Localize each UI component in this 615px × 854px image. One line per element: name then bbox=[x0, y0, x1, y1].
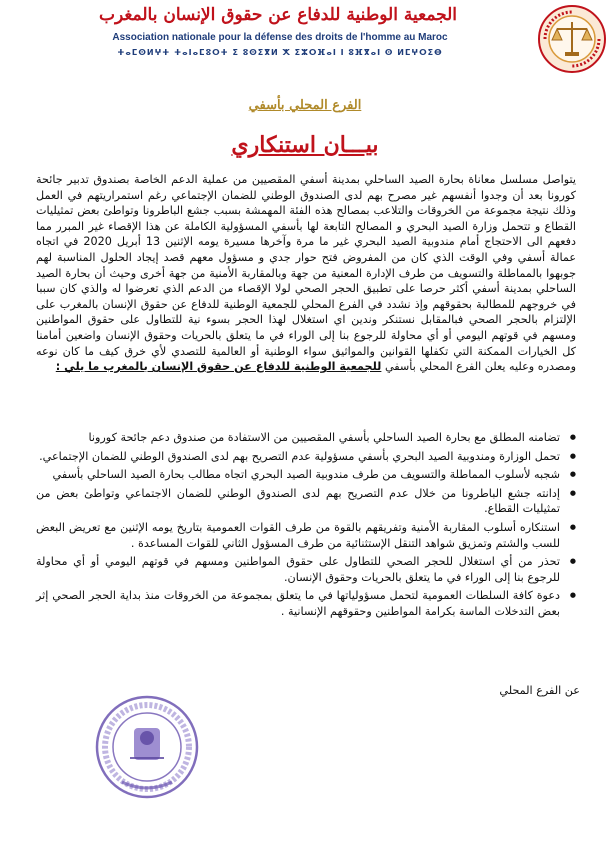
intro-highlight: للجمعية الوطنية للدفاع عن حقوق الإنسان بالمغرب ما يلي : bbox=[55, 360, 382, 374]
list-item: ● دعوة كافة السلطات العمومية لتحمل مسؤولياتها في ما يتعلق بمجموعة من الخروقات منذ بداية الحجر الصحي إثر بعض التدخلات الماسة بكرامة المواطنين وحقوقهم الإنسانية . bbox=[36, 588, 576, 619]
branch-name: الفرع المحلي بأسفي bbox=[248, 98, 362, 113]
signature-line: عن الفرع المحلي bbox=[499, 684, 580, 697]
list-item: ● تضامنه المطلق مع بحارة الصيد الساحلي بأسفي المقصيين من الاستفادة من صندوق دعم جائحة كورونا bbox=[36, 430, 576, 446]
list-item: ● تحذر من أي استغلال للحجر الصحي للتطاول على حقوق المواطنين ومسهم في قوتهم اليومي أو أي محاولة للرجوع بنا إلى الوراء في ما يتعلق بالحريات وحقوق الإنسان. bbox=[36, 554, 576, 585]
association-logo bbox=[537, 2, 607, 76]
official-stamp bbox=[92, 690, 202, 805]
document-title: بيـــان استنكاري bbox=[231, 132, 379, 158]
list-item: ● استنكاره أسلوب المقاربة الأمنية وتفريقهم بالقوة من طرف القوات العمومية بتاريخ يومه الإثنين مع تعريض البعض للسب والشتم وتمزيق شواهد التنقل الإستثنائية من طرف المسؤول الثاني للقوات المساعدة . bbox=[36, 520, 576, 551]
org-name-tifinagh: ⵜⴰⵎⵙⵍⵖⵜ ⵜⴰⵏⴰⵎⵓⵔⵜ ⵉ ⵓⵙⵉⴳⵍ ⵅ ⵉⵣⵔⴼⴰⵏ ⵏ ⵓⴼⴳⴰⵏ ⵙ ⵍⵎⵖⵔⵉⴱ bbox=[117, 48, 443, 57]
statement-intro bbox=[36, 172, 576, 375]
intro-paragraph: يتواصل مسلسل معاناة بحارة الصيد الساحلي بمدينة أسفي المقصيين من عملية الدعم الخاصة بصندوق تدبير جائحة كورونا بعد أن وجدوا أنفسهم غير مصرح بهم لدى الصندوق الوطني للضمان الإجتماعي رغم استمراريتهم في العمل وذلك نتيجة مجموعة من الخروقات والتلاعب بمصالح هذه الفئة المهمشة بسبب جشع الباطرونا وتواطئ بعض تمثيليات القطاع و تتحمل وزارة الصيد البحري و المصالح التابعة لها بأسفي المسؤولية الكاملة عن هذا الإقصاء غير المبرر مما دفعهم الى الاحتجاج أمام مندوبية الصيد البحري غير ما مرة وآخرها مسيرة يومه الإثنين 13 أبريل 2020 في اتجاه عمالة أسفي وفي الوقت الذي كان من المفروض فتح حوار جدي و مسؤول معهم قصد إيجاد الحلول المناسبة لهم جوبهوا بالمماطلة والتسويف من طرف الإدارة المعنية من جهة وبالمقاربة الأمنية من جهة أخرى وحيث أن بحارة الصيد الساحلي بمدينة أسفي أكثر حرصا على تطبيق الحجر الصحي لولا الإقصاء من الدعم الذي تعرضوا له والذي كان سببا في خروجهم للمطالبة بحقوقهم وإذ نشدد في الفرع المحلي للجمعية الوطنية للدفاع عن حقوق الإنسان بالمغرب على الإلتزام بالحجر الصحي فبالمقابل نستنكر وندين اي استغلال لهذا الحجر بسوء نية للتطاول على حقوق المواطنين ومسهم في قوتهم اليومي أو أي محاولة للرجوع بنا إلى الوراء في ما يتعلق بالحريات وحقوق الإنسان واضعين أمامنا كل الخيارات الممكنة التي تكفلها القوانين والمواثيق سواء الوطنية أو العالمية للتصدي لأي خرق كيف ما كان نوعه ومصدره وعليه يعلن الفرع المحلي بأسفي bbox=[36, 173, 576, 374]
statement-points bbox=[36, 430, 576, 623]
org-name-arabic: الجمعية الوطنية للدفاع عن حقوق الإنسان بالمغرب bbox=[98, 5, 458, 25]
letterhead bbox=[0, 0, 615, 80]
list-item: ● تحمل الوزارة ومندوبية الصيد البحري بأسفي مسؤولية عدم التصريح بهم لدى الصندوق الوطني للضمان الإجتماعي. bbox=[36, 449, 576, 465]
list-item: ● إدانته جشع الباطرونا من خلال عدم التصريح بهم لدى الصندوق الوطني للضمان الاجتماعي وتواطئ بعض من تمثيليات القطاع. bbox=[36, 486, 576, 517]
list-item: ● شجبه لأسلوب المماطلة والتسويف من طرف مندوبية الصيد البحري اتجاه مطالب بحارة الصيد الساحلي بأسفي bbox=[36, 467, 576, 483]
org-name-french: Association nationale pour la défense des droits de l'homme au Maroc bbox=[112, 32, 448, 43]
